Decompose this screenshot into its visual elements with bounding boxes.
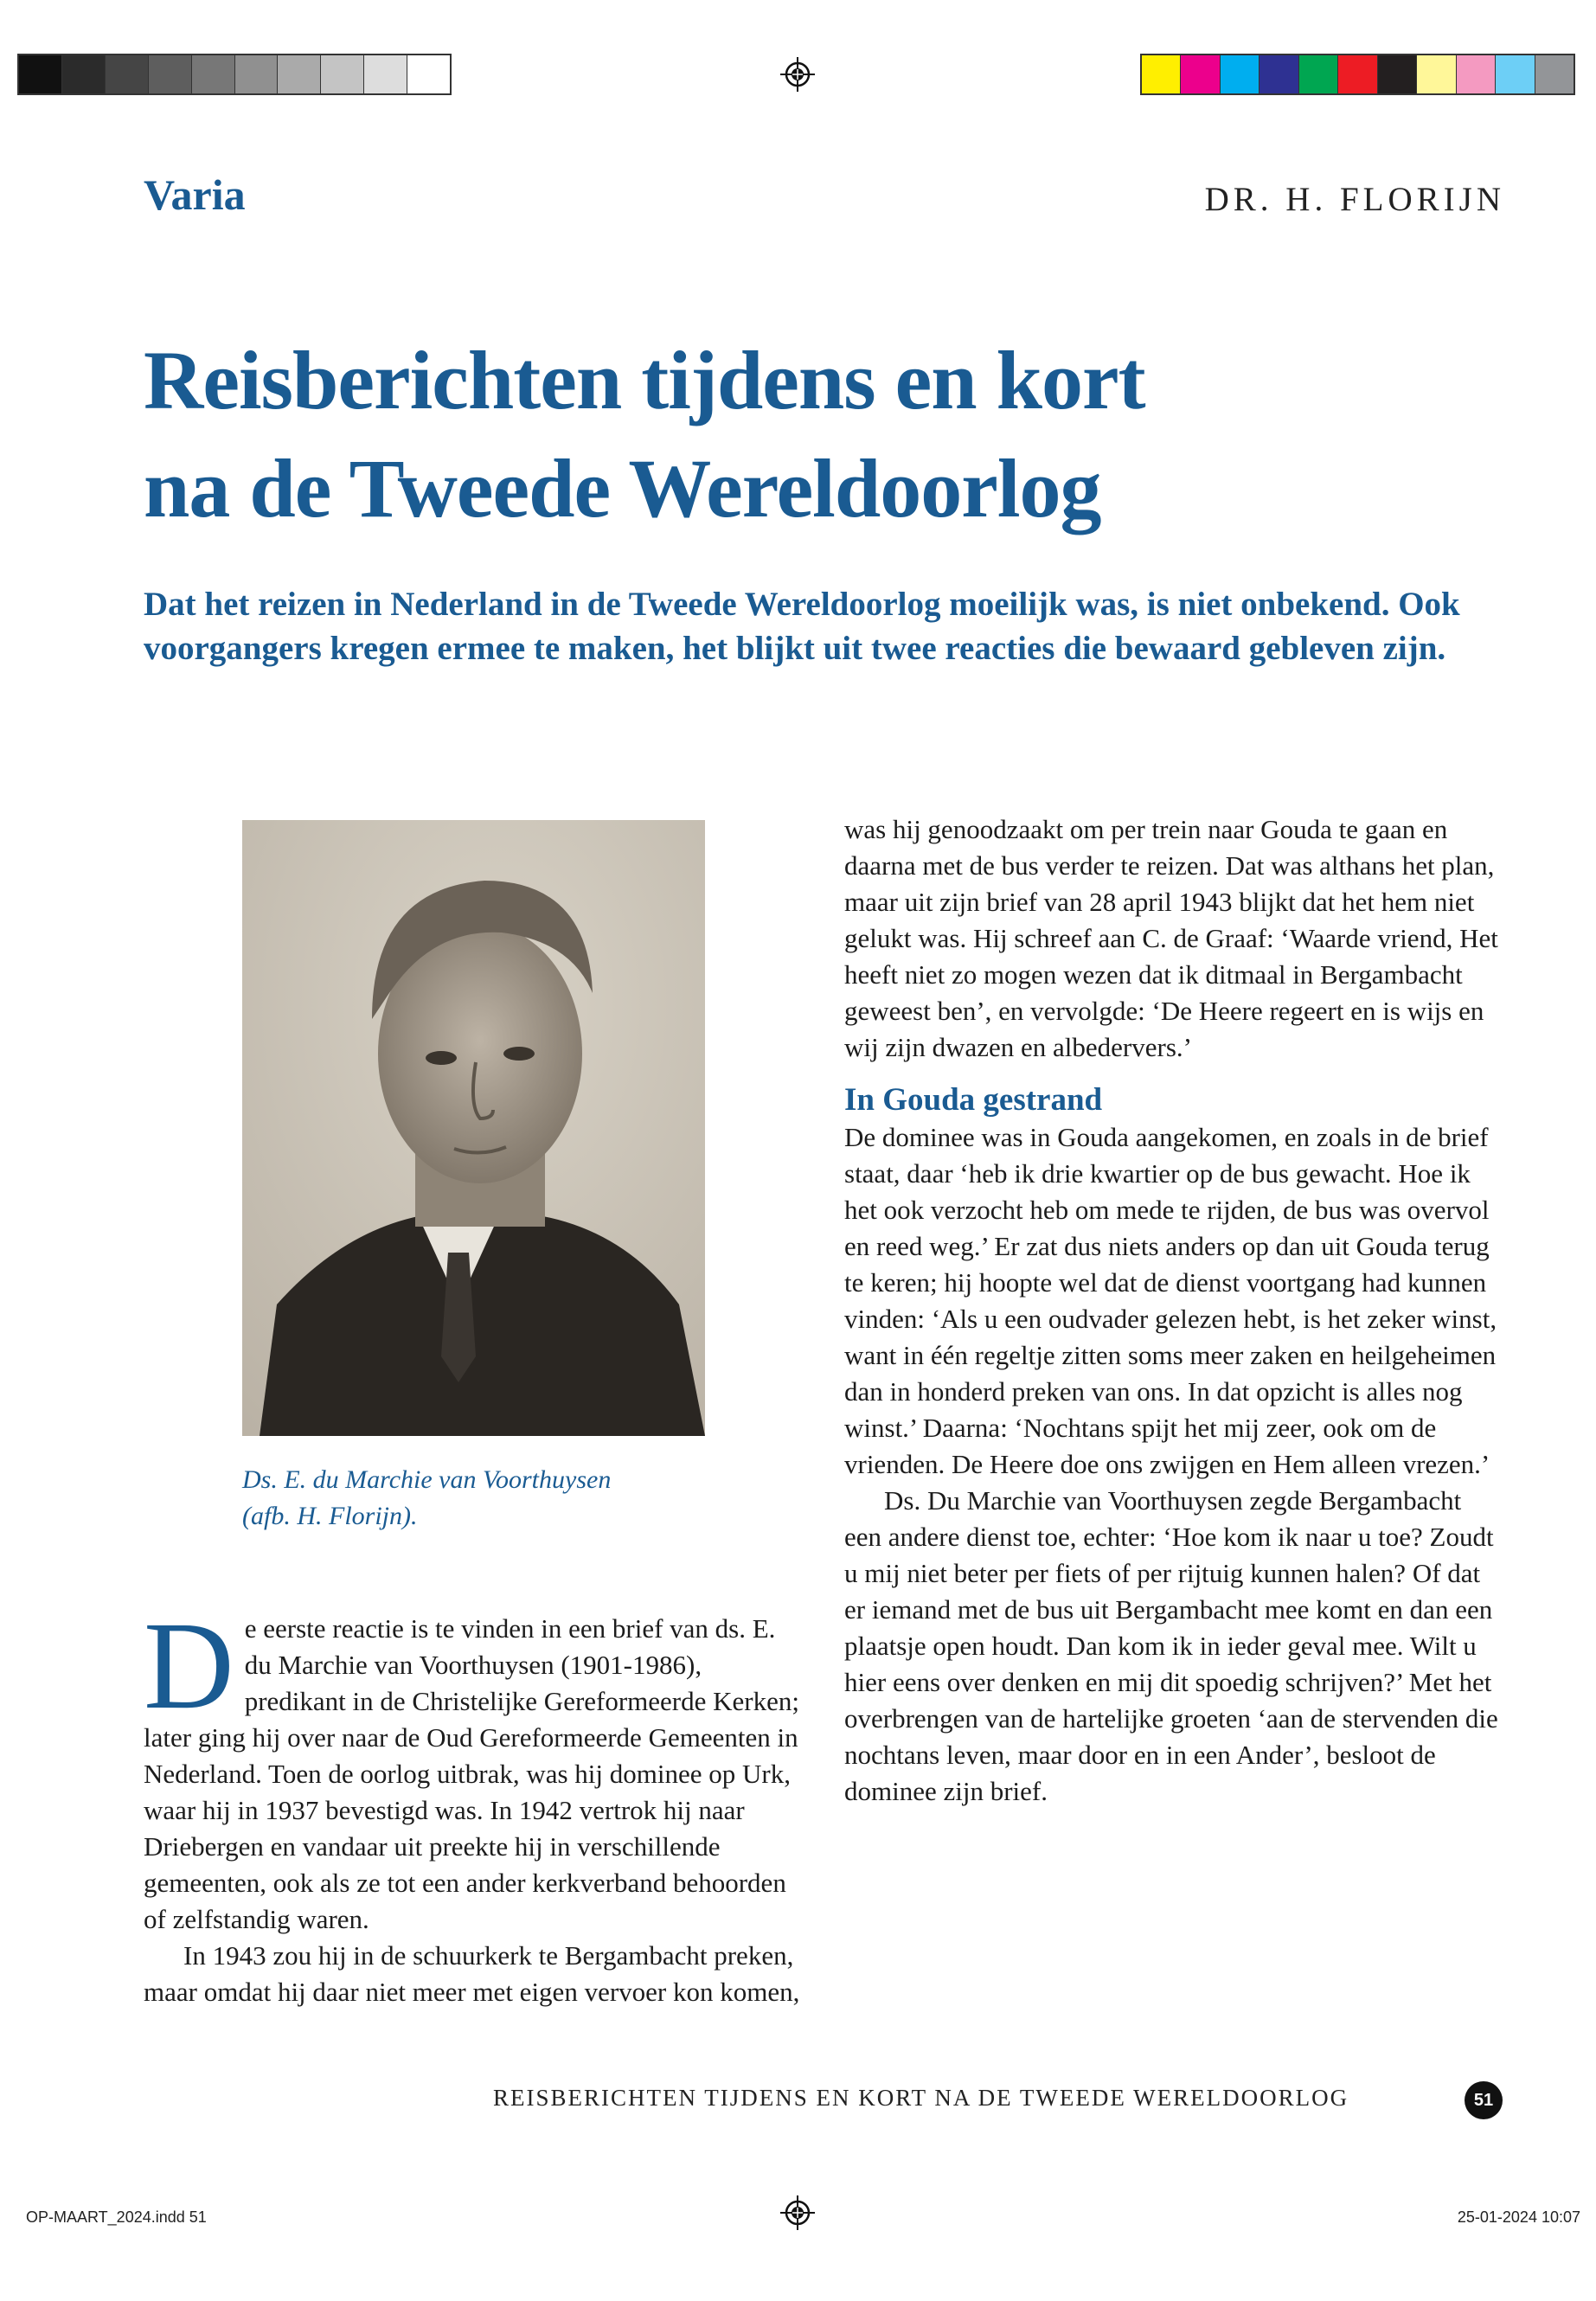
article-column-left <box>144 1597 801 2010</box>
color-swatch <box>1259 55 1298 93</box>
color-swatch <box>1378 55 1417 93</box>
gray-swatch <box>62 55 106 93</box>
color-calibration-bar <box>1140 54 1575 95</box>
paragraph-2: In 1943 zou hij in de schuurkerk te Bergambacht preken, maar omdat hij daar niet meer met eigen vervoer kon komen, <box>144 1940 800 2007</box>
color-swatch <box>1535 55 1574 93</box>
page-number: 51 <box>1465 2081 1503 2119</box>
color-swatch <box>1417 55 1456 93</box>
paragraph-2-continued: was hij genoodzaakt om per trein naar Gouda te gaan en daarna met de bus verder te reizen. Dat was althans het plan, maar uit zijn brief van 28 april 1943 blijkt dat het hem niet gelukt was. Hij schreef aan C. de Graaf: ‘Waarde vriend, Het heeft niet zo mogen wezen dat ik ditmaal in Bergambacht geweest ben’, en vervolgde: ‘De Heere regeert en is wijs en wij zijn dwazen en albedervers.’ <box>844 814 1498 1062</box>
paragraph-3: De dominee was in Gouda aangekomen, en zoals in de brief staat, daar ‘heb ik drie kwartier op de bus gewacht. Hoe ik het ook verzocht heb om mede te rijden, de bus was overvol en reed weg.’ Er zat dus niets anders op dan uit Gouda terug te keren; hij hoopte wel dat de dienst voortgang had kunnen vinden: ‘Als u een oudvader gelezen hebt, is het zeker winst, want in één regeltje zitten soms meer zaken en heilgeheimen dan in honderd preken van ons. In dat opzicht is alles nog winst.’ Daarna: ‘Nochtans spijt het mij zeer, ook om de vrienden. De Heere doe ons zwijgen en Hem alleen vrezen.’ <box>844 1122 1497 1479</box>
article-title <box>144 327 1528 543</box>
drop-cap: D <box>144 1597 234 1735</box>
article-lead: Dat het reizen in Nederland in de Tweede Wereldoorlog moeilijk was, is niet onbekend. Ook voorgangers kregen ermee te maken, het blijkt uit twee reacties die bewaard gebleven zijn. <box>144 586 1460 667</box>
print-slug-filename: OP-MAART_2024.indd 51 <box>26 2208 207 2226</box>
paragraph-1: e eerste reactie is te vinden in een brief van ds. E. du Marchie van Voorthuysen (1901-1986), predikant in de Christelijke Gereformeerde Kerken; later ging hij over naar de Oud Gereformeerde Gemeenten in Nederland. Toen de oorlog uitbrak, was hij dominee op Urk, waar hij in 1937 bevestigd was. In 1942 vertrok hij naar Driebergen en vandaar uit preekte hij in verschillende gemeenten, ook als ze tot een ander kerkverband behoorden of zelfstandig waren. <box>144 1613 799 1934</box>
color-swatch <box>1181 55 1220 93</box>
gray-swatch <box>149 55 192 93</box>
gray-swatch <box>19 55 62 93</box>
color-swatch <box>1338 55 1377 93</box>
gray-swatch <box>192 55 235 93</box>
article-column-right <box>844 811 1502 1810</box>
author-name: DR. H. FLORIJN <box>1204 181 1505 218</box>
subheading: In Gouda gestrand <box>844 1082 1103 1118</box>
color-swatch <box>1142 55 1181 93</box>
color-swatch <box>1457 55 1496 93</box>
color-swatch <box>1496 55 1535 93</box>
running-footer-title: REISBERICHTEN TIJDENS EN KORT NA DE TWEEDE WERELDOORLOG <box>493 2085 1349 2111</box>
gray-swatch <box>321 55 364 93</box>
gray-swatch <box>407 55 450 93</box>
title-line-2: na de Tweede Wereldoorlog <box>144 441 1101 535</box>
color-swatch <box>1299 55 1338 93</box>
title-line-1: Reisberichten tijdens en kort <box>144 334 1145 426</box>
gray-swatch <box>364 55 407 93</box>
gray-swatch <box>106 55 149 93</box>
caption-line-1: Ds. E. du Marchie van Voorthuysen <box>242 1465 612 1494</box>
gray-swatch <box>235 55 279 93</box>
print-slug-timestamp: 25-01-2024 10:07 <box>1457 2208 1580 2226</box>
gray-swatch <box>278 55 321 93</box>
color-swatch <box>1221 55 1259 93</box>
paragraph-4: Ds. Du Marchie van Voorthuysen zegde Bergambacht een andere dienst toe, echter: ‘Hoe kom ik naar u toe? Zoudt u mij niet beter per fiets of per rijtuig kunnen halen? Of dat er iemand met de bus uit Bergambacht mee komt en dan een plaatsje open houdt. Dan kom ik in ieder geval mee. Wilt u hier eens over denken en mij dit spoedig schrijven?’ Met het overbrengen van de hartelijke groeten ‘aan de stervenden die nochtans leven, maar door en in een Ander’, besloot de dominee zijn brief. <box>844 1485 1498 1806</box>
registration-mark-icon <box>780 2195 815 2230</box>
section-label: Varia <box>144 170 246 219</box>
photo-caption <box>242 1462 709 1535</box>
registration-mark-icon <box>780 57 815 92</box>
portrait-photo <box>242 820 705 1436</box>
caption-line-2: (afb. H. Florijn). <box>242 1502 418 1530</box>
grayscale-calibration-bar <box>17 54 452 95</box>
